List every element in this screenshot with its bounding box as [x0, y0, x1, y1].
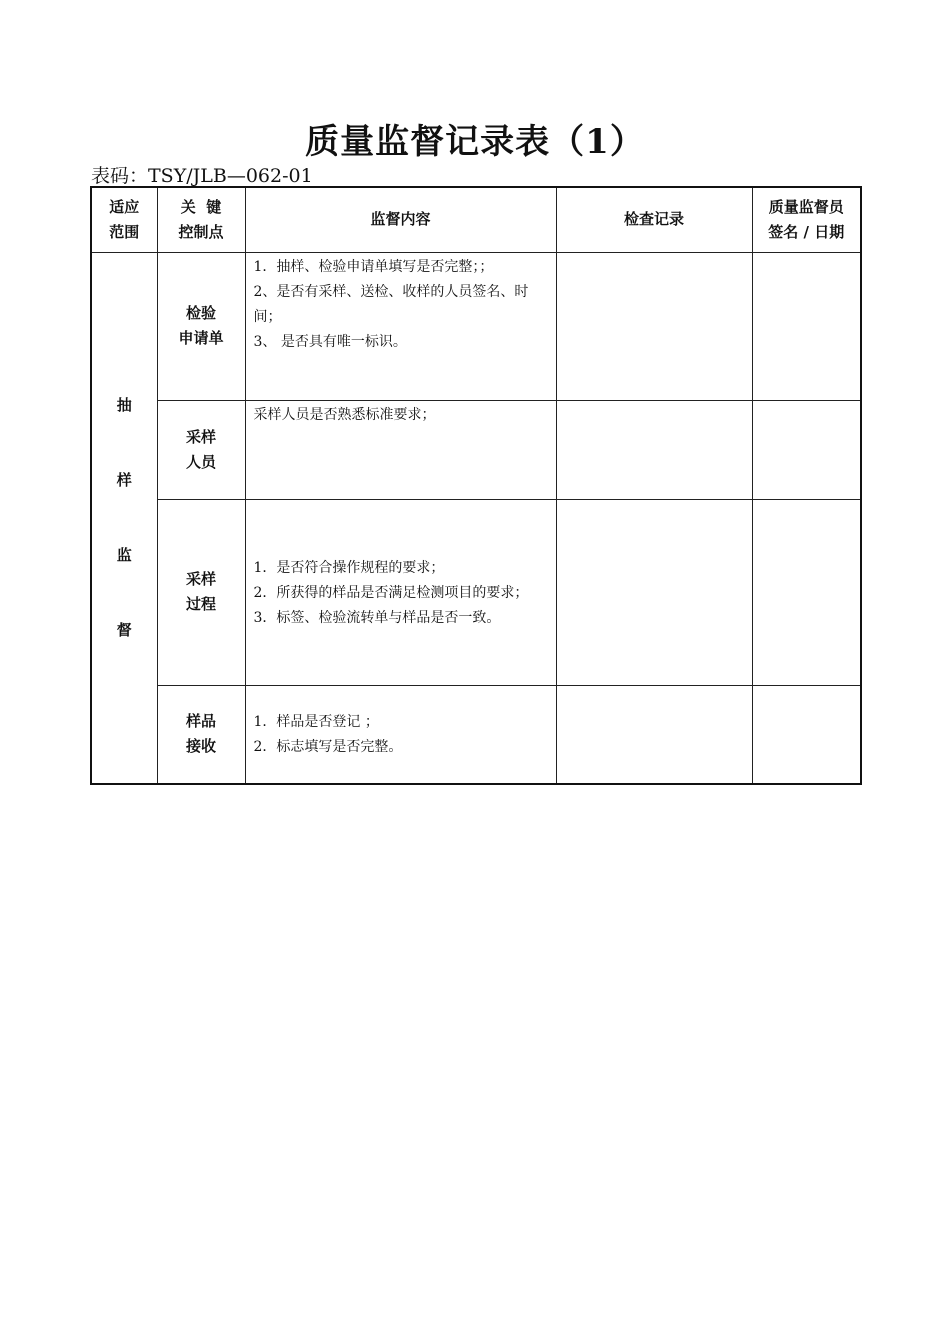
control-point-line: 申请单 [178, 329, 224, 347]
signer-cell[interactable] [752, 252, 861, 400]
header-control-line: 关 键 [180, 197, 222, 216]
header-control-line: 控制点 [178, 222, 224, 241]
table-row [91, 252, 861, 400]
table-row [91, 685, 861, 784]
header-record: 检查记录 [556, 187, 752, 252]
header-scope [91, 187, 157, 252]
content-line: 3．标签、检验流转单与样品是否一致。 [253, 609, 501, 626]
header-signer-line: 签名 / 日期 [768, 222, 845, 241]
control-point-line: 采样 [185, 427, 216, 446]
header-row [91, 187, 861, 252]
scope-char: 监 [116, 546, 132, 565]
record-cell[interactable] [556, 499, 752, 685]
control-point-cell [157, 499, 245, 685]
content-line: 3、 是否具有唯一标识。 [253, 333, 407, 350]
scope-char: 抽 [116, 396, 132, 415]
header-scope-line: 范围 [109, 222, 140, 241]
content-line: 2．标志填写是否完整。 [253, 739, 403, 756]
content-line: 1．是否符合操作规程的要求； [253, 559, 445, 576]
form-code: 表码：TSY/JLB—062-01 [91, 165, 313, 187]
header-signer [752, 187, 861, 252]
content-line: 2、是否有采样、送检、收样的人员签名、时间； [253, 283, 529, 325]
signer-cell[interactable] [752, 499, 861, 685]
table-row [91, 400, 861, 499]
record-cell[interactable] [556, 685, 752, 784]
content-cell [245, 499, 556, 685]
control-point-cell [157, 685, 245, 784]
header-signer-line: 质量监督员 [768, 197, 844, 216]
record-cell[interactable] [556, 400, 752, 499]
header-scope-line: 适应 [109, 197, 140, 216]
content-cell [245, 685, 556, 784]
signer-cell[interactable] [752, 685, 861, 784]
control-point-cell [157, 400, 245, 499]
table-row [91, 499, 861, 685]
supervision-table [90, 186, 862, 785]
scope-char: 督 [116, 621, 132, 640]
control-point-line: 接收 [185, 737, 216, 756]
content-line: 2．所获得的样品是否满足检测项目的要求； [253, 584, 529, 601]
content-line: 1．抽样、检验申请单填写是否完整；； [253, 258, 494, 275]
content-line: 1．样品是否登记 ； [253, 714, 379, 731]
signer-cell[interactable] [752, 400, 861, 499]
control-point-line: 检验 [185, 304, 216, 322]
header-control [157, 187, 245, 252]
control-point-cell [157, 252, 245, 400]
header-content: 监督内容 [245, 187, 556, 252]
control-point-line: 过程 [185, 595, 216, 613]
scope-cell [91, 252, 157, 784]
control-point-line: 样品 [185, 712, 216, 731]
control-point-line: 人员 [185, 452, 216, 471]
record-cell[interactable] [556, 252, 752, 400]
scope-char: 样 [116, 471, 132, 490]
page-title: 质量监督记录表（1） [305, 122, 645, 162]
content-cell [245, 252, 556, 400]
content-cell [245, 400, 556, 499]
control-point-line: 采样 [185, 570, 216, 588]
content-line: 采样人员是否熟悉标准要求； [253, 406, 436, 423]
